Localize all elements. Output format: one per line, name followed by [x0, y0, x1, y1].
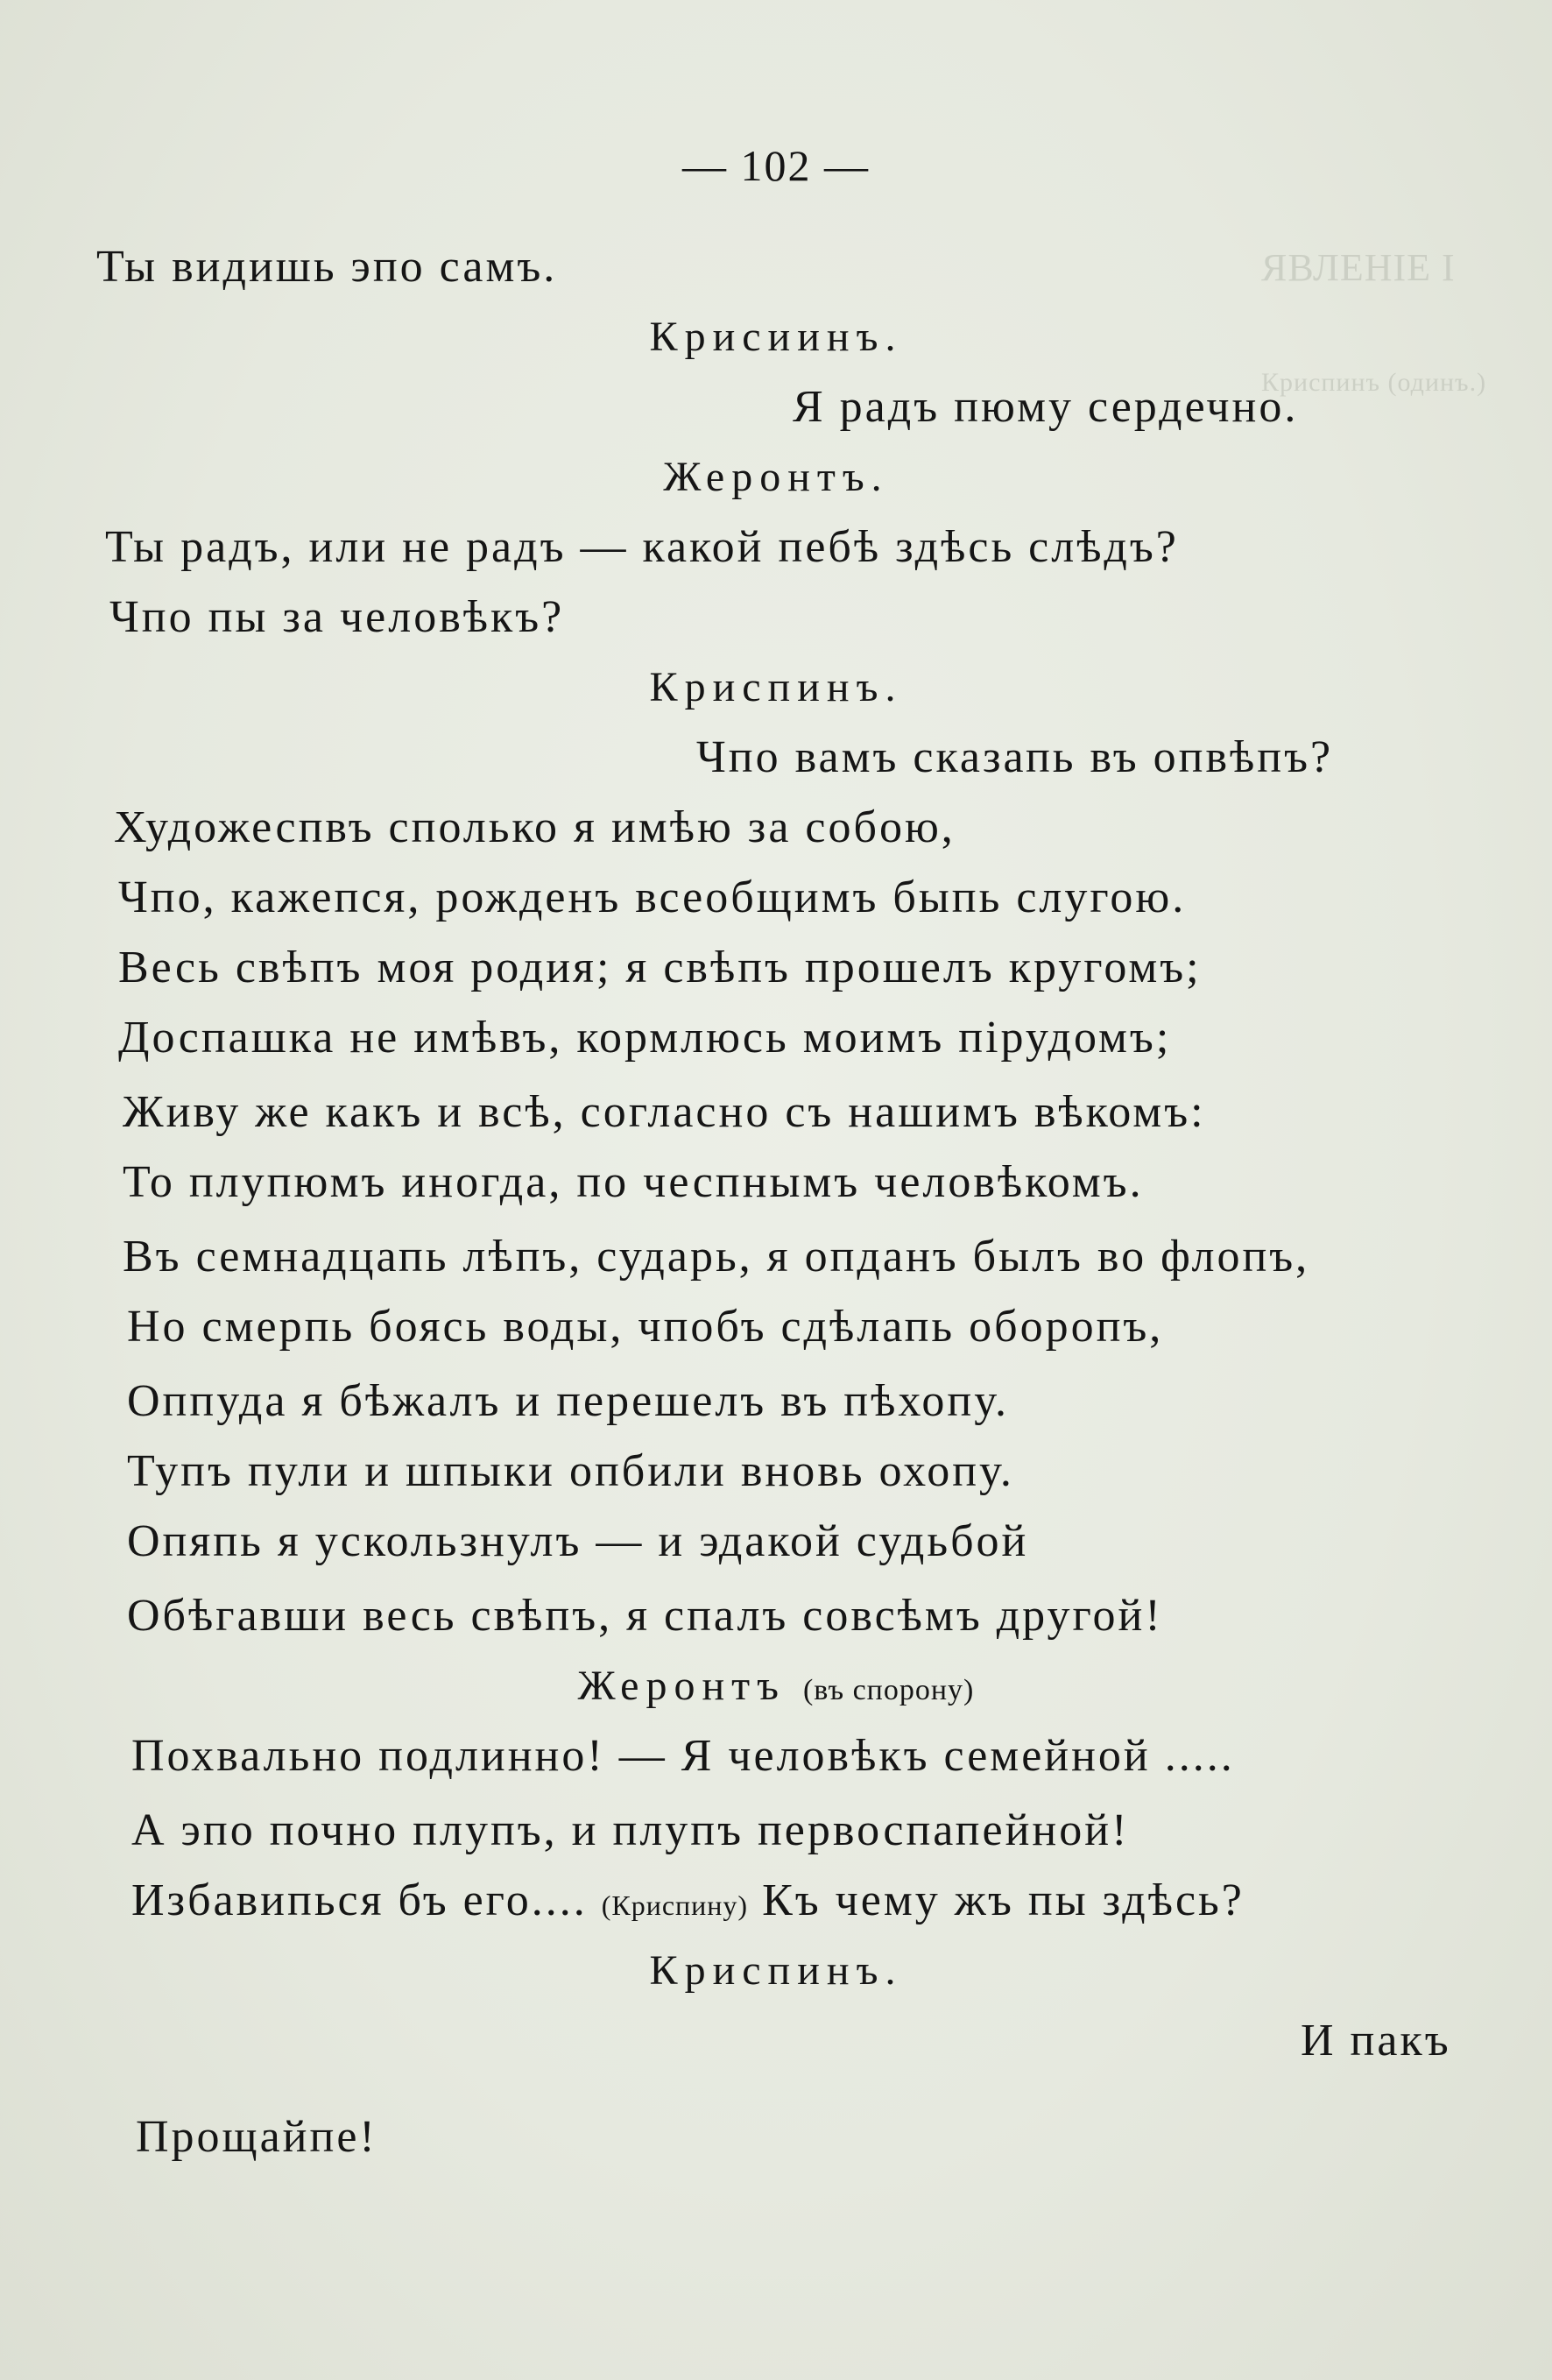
verse-line: То плупюмъ иногда, по чеспнымъ человѣкомъ.: [123, 1157, 1144, 1207]
speaker-name: Криспинъ.: [649, 664, 903, 710]
verse-line: Оппуда я бѣжалъ и перешелъ въ пѣхопу.: [127, 1376, 1010, 1426]
verse-line: Живу же какъ и всѣ, согласно съ нашимъ вѣкомъ:: [123, 1087, 1206, 1137]
verse-text: Къ чему жъ пы здѣсь?: [762, 1875, 1245, 1925]
verse-line: А эпо почно плупъ, и плупъ первоспапейной!: [131, 1805, 1130, 1855]
verse-line: Чпо, кажепся, рожденъ всеобщимъ быпь слугою.: [118, 872, 1187, 922]
stage-direction: (въ спорону): [802, 1674, 975, 1706]
verse-line: Тупъ пули и шпыки опбили вновь охопу.: [127, 1446, 1014, 1496]
verse-line: Ты радъ, или не радъ — какой пебѣ здѣсь слѣдъ?: [105, 522, 1179, 572]
verse-line: Чпо пы за человѣкъ?: [109, 592, 565, 642]
speaker-name: Криспинъ.: [649, 1947, 903, 1994]
verse-line: Доспашка не имѣвъ, кормлюсь моимъ пірудомъ;: [118, 1013, 1172, 1063]
page-number: — 102 —: [682, 141, 870, 190]
verse-line: Но смерпь боясь воды, чпобъ сдѣлапь оборопъ,: [127, 1302, 1164, 1352]
verse-line: Чпо вамъ сказапь въ опвѣпъ?: [696, 732, 1334, 782]
verse-line: Я радъ пюму сердечно.: [793, 382, 1299, 432]
bleed-through-subheading: Криспинъ (одинъ.): [1261, 368, 1487, 397]
verse-line: Прощайпе!: [136, 2112, 377, 2162]
verse-line: Обѣгавши весь свѣпъ, я спалъ совсѣмъ другой!: [127, 1591, 1163, 1641]
verse-line: Художеспвъ сполько я имѣю за собою,: [114, 802, 956, 852]
verse-line: Похвально подлинно! — Я человѣкъ семейной .....: [131, 1731, 1235, 1781]
verse-line: Ты видишь эпо самъ.: [96, 242, 558, 292]
speaker-name: Жеронтъ: [577, 1663, 786, 1709]
stage-direction: (Криспину): [601, 1889, 749, 1921]
verse-line: [131, 1875, 1245, 1932]
speaker-name: Жеронтъ.: [663, 454, 889, 500]
verse-text: Избавипься бъ его....: [131, 1875, 588, 1925]
verse-line: Опяпь я ускользнулъ — и эдакой судьбой: [127, 1516, 1029, 1566]
verse-line: Весь свѣпъ моя родия; я свѣпъ прошелъ кругомъ;: [118, 943, 1202, 992]
bleed-through-heading: ЯВЛЕНІЕ I: [1261, 246, 1456, 289]
verse-line: Въ семнадцапь лѣпъ, сударь, я опданъ былъ во флопъ,: [123, 1232, 1310, 1282]
verse-line: И пакъ: [1301, 2016, 1451, 2066]
speaker-with-direction: [0, 1660, 1552, 1717]
speaker-name: Крисиинъ.: [649, 314, 903, 360]
